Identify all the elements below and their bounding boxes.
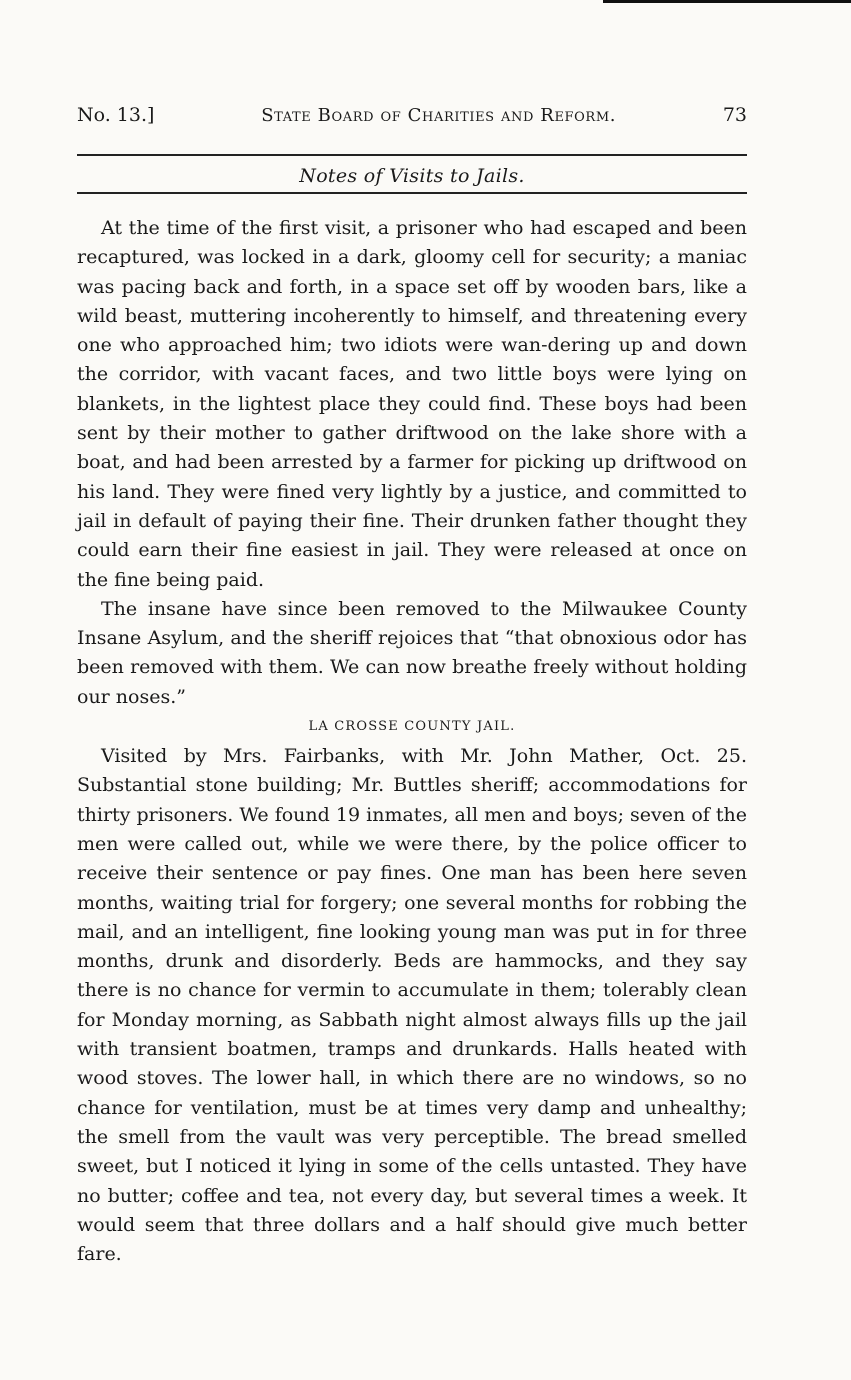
header-rule-bottom (77, 192, 747, 194)
document-page (77, 100, 747, 1269)
paragraph-first-visit: At the time of the first visit, a prisoner who had escaped and been recaptured, was locked in a dark, gloomy cell for security; a maniac was pacing back and forth, in a space set off by wooden bars, like a wild beast, muttering incoherently to himself, and threatening every one who approached him; two idiots were wan-dering up and down the corridor, with vacant faces, and two little boys were lying on blankets, in the lightest place they could find. These boys had been sent by their mother to gather driftwood on the lake shore with a boat, and had been arrested by a farmer for picking up driftwood on his land. They were fined very lightly by a justice, and committed to jail in default of paying their fine. Their drunken father thought they could earn their fine easiest in jail. They were released at once on the fine being paid. (77, 217, 747, 591)
top-corner-rule (603, 0, 851, 3)
paragraph-insane-removed: The insane have since been removed to the Milwaukee County Insane Asylum, and the sheriff rejoices that “that obnoxious odor has been removed with them. We can now breathe freely without holding our noses.” (77, 597, 747, 708)
header-rule-top (77, 154, 747, 156)
body-text (77, 214, 747, 1269)
subheading-la-crosse: LA CROSSE COUNTY JAIL. (308, 719, 516, 735)
paragraph-la-crosse-visit: Visited by Mrs. Fairbanks, with Mr. John Mather, Oct. 25. Substantial stone building; Mr. Buttles sheriff; accommodations for thirty prisoners. We found 19 inmates, all men and boys; seven of the men were called out, while we were there, by the police officer to receive their sentence or pay fines. One man has been here seven months, waiting trial for forgery; one several months for robbing the mail, and an intelligent, fine looking young man was put in for three months, drunk and disorderly. Beds are hammocks, and they say there is no chance for vermin to accumulate in them; tolerably clean for Monday morning, as Sabbath night almost always fills up the jail with transient boatmen, tramps and drunkards. Halls heated with wood stoves. The lower hall, in which there are no windows, so no chance for ventilation, must be at times very damp and unhealthy; the smell from the vault was very perceptible. The bread smelled sweet, but I noticed it lying in some of the cells untasted. They have no butter; coffee and tea, not every day, but several times a week. It would seem that three dollars and a half should give much better fare. (77, 745, 747, 1266)
section-title: Notes of Visits to Jails. (299, 165, 525, 187)
running-header (77, 100, 747, 130)
document-number: No. 13.] (77, 104, 155, 126)
running-title: State Board of Charities and Reform. (261, 105, 617, 126)
page-number: 73 (722, 104, 747, 126)
